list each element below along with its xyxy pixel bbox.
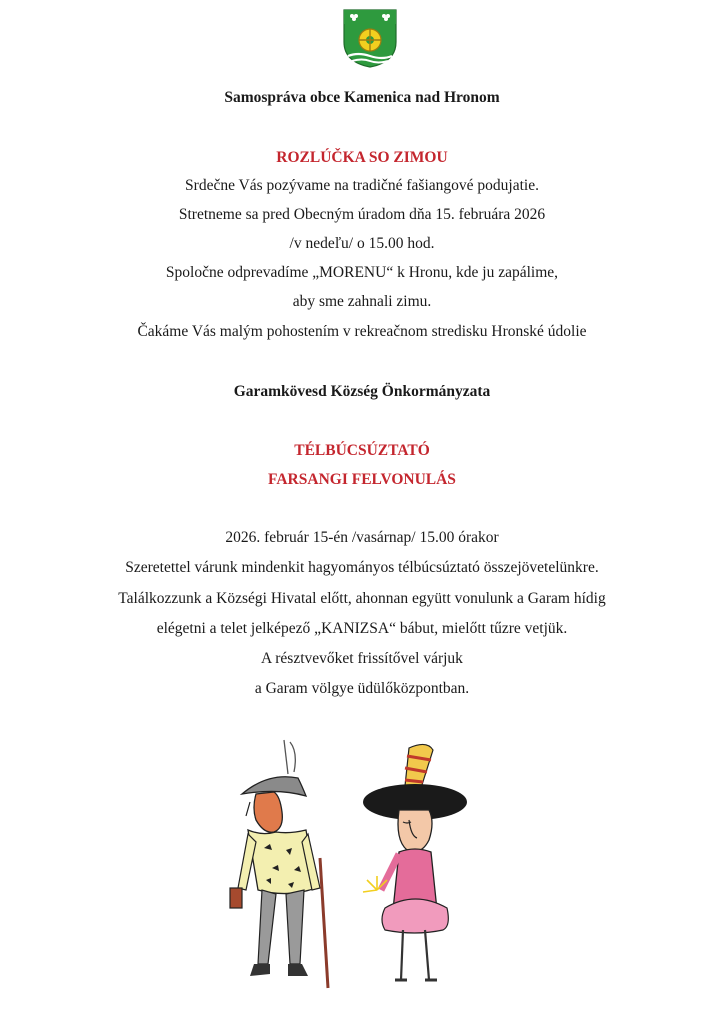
slovak-line-3: /v nedeľu/ o 15.00 hod. <box>289 235 435 252</box>
hungarian-heading: Garamkövesd Község Önkormányzata <box>233 383 491 400</box>
hungarian-event-title-1: TÉLBÚCSÚZTATÓ <box>294 442 430 459</box>
slovak-line-1: Srdečne Vás pozývame na tradičné fašiangové podujatie. <box>185 177 539 194</box>
slovak-heading: Samospráva obce Kamenica nad Hronom <box>224 89 500 106</box>
slovak-line-4: Spoločne odprevadíme „MORENU“ k Hronu, kde ju zapálime, <box>165 264 559 281</box>
municipal-crest-logo <box>342 8 398 68</box>
hungarian-line-4: elégetni a telet jelképező „KANIZSA“ bábut, mielőtt tűzre vetjük. <box>156 620 568 637</box>
witch-figure-illustration <box>355 740 475 990</box>
hungarian-line-5: A résztvevőket frissítővel várjuk <box>261 650 463 667</box>
hungarian-event-title-2: FARSANGI FELVONULÁS <box>268 471 456 488</box>
hungarian-line-2: Szeretettel várunk mindenkit hagyományos télbúcsúztató összejövetelünkre. <box>125 559 599 576</box>
hungarian-line-6: a Garam völgye üdülőközpontban. <box>254 680 470 697</box>
slovak-line-6: Čakáme Vás malým pohostením v rekreačnom stredisku Hronské údolie <box>137 323 587 340</box>
slovak-line-2: Stretneme sa pred Obecným úradom dňa 15. februára 2026 <box>178 206 546 223</box>
slovak-event-title: ROZLÚČKA SO ZIMOU <box>276 149 448 166</box>
hunter-figure-illustration <box>228 738 348 996</box>
hungarian-line-3: Találkozzunk a Községi Hivatal előtt, ahonnan együtt vonulunk a Garam hídig <box>118 590 606 607</box>
slovak-line-5: aby sme zahnali zimu. <box>292 293 432 310</box>
hungarian-line-1: 2026. február 15-én /vasárnap/ 15.00 órakor <box>225 529 499 546</box>
